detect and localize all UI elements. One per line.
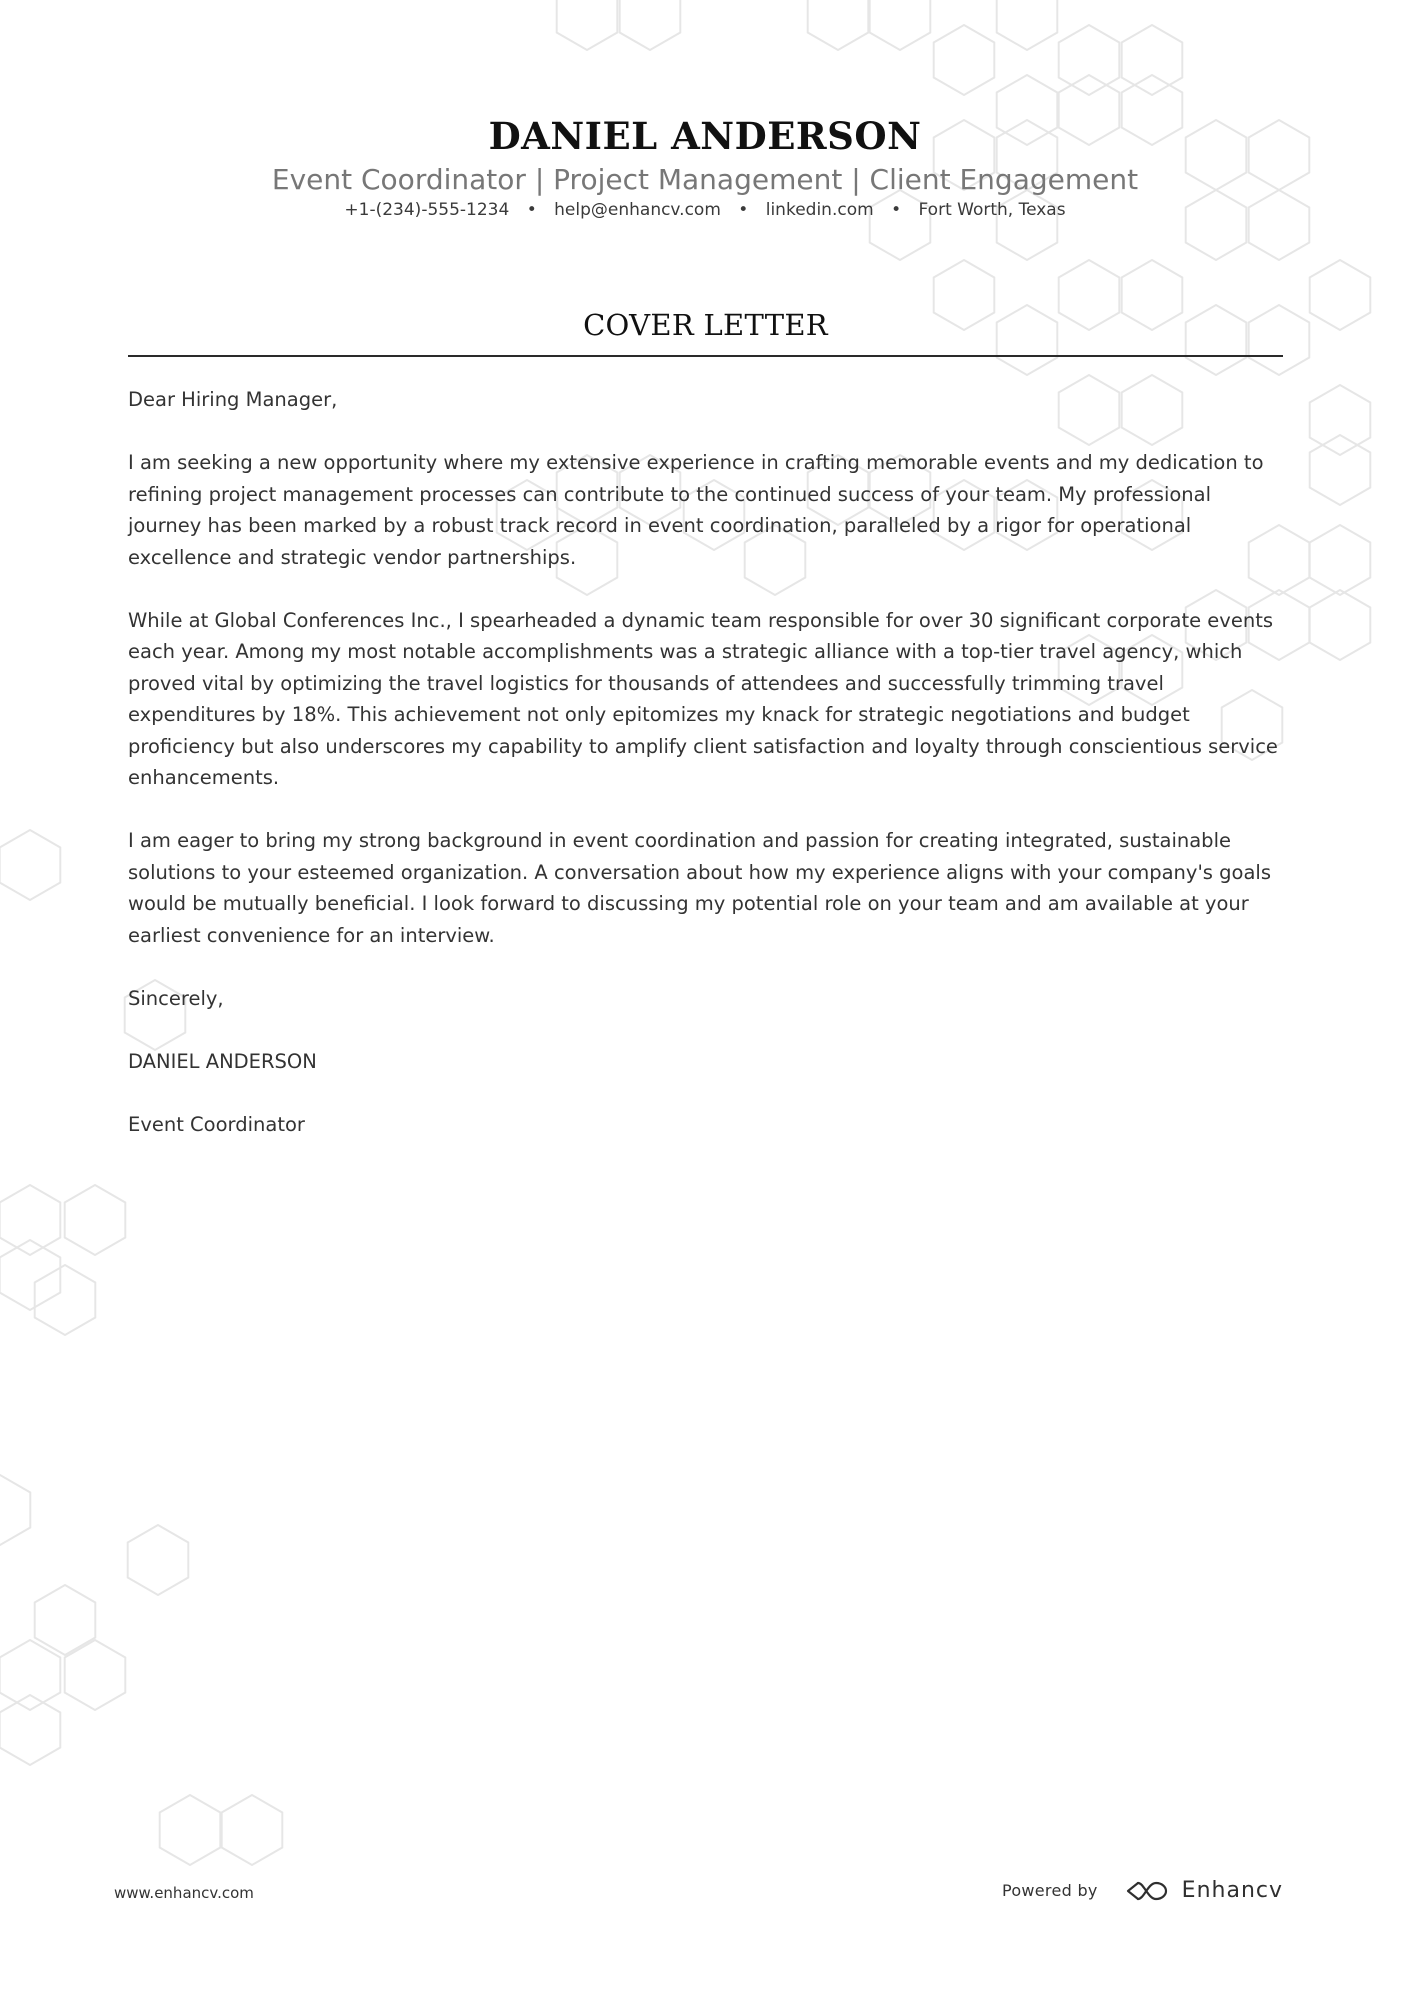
separator-dot: • [526, 200, 537, 220]
paragraph-1: I am seeking a new opportunity where my extensive experience in crafting memorable events and my dedication to refining project management processes can contribute to the continued success of your team. My professional journey has been marked by a robust track record in event coordination, paralleled by a rigor for operational excellence and strategic vendor partnerships. [128, 451, 1264, 569]
candidate-headline: Event Coordinator | Project Management | Client Engagement [271, 163, 1139, 196]
candidate-name: DANIEL ANDERSON [488, 114, 922, 158]
enhancv-brand-name: Enhancv [1181, 1878, 1283, 1903]
footer-branding [1002, 1878, 1283, 1903]
signature-name: DANIEL ANDERSON [128, 1049, 317, 1073]
separator-dot: • [891, 200, 902, 220]
salutation: Dear Hiring Manager, [128, 388, 338, 411]
section-divider [128, 355, 1283, 357]
letter-body [128, 384, 1283, 1172]
signature-title: Event Coordinator [128, 1112, 305, 1136]
linkedin-link[interactable]: linkedin.com [765, 200, 874, 220]
phone-text: +1-(234)-555-1234 [344, 200, 510, 220]
footer-website-link[interactable]: www.enhancv.com [114, 1884, 254, 1902]
powered-by-label: Powered by [1001, 1881, 1098, 1900]
email-link[interactable]: help@enhancv.com [554, 200, 721, 220]
paragraph-2: While at Global Conferences Inc., I spearheaded a dynamic team responsible for over 30 significant corporate events each year. Among my most notable accomplishments was a strategic alliance with a top-tier travel agency, which proved vital by optimizing the travel logistics for thousands of attendees and successfully trimming travel expenditures by 18%. This achievement not only epitomizes my knack for strategic negotiations and budget proficiency but also underscores my capability to amplify client satisfaction and loyalty through conscientious service enhancements. [128, 608, 1278, 789]
enhancv-logo-icon [1124, 1879, 1170, 1903]
section-title: COVER LETTER [583, 308, 828, 342]
location-text: Fort Worth, Texas [918, 200, 1066, 220]
separator-dot: • [738, 200, 749, 220]
paragraph-3: I am eager to bring my strong background in event coordination and passion for creating integrated, sustainable solutions to your esteemed organization. A conversation about how my experience aligns with your company's goals would be mutually beneficial. I look forward to discussing my potential role on your team and am available at your earliest convenience for an interview. [128, 829, 1271, 947]
closing: Sincerely, [128, 986, 224, 1010]
resume-header [0, 110, 1410, 222]
contact-line [0, 198, 1410, 222]
